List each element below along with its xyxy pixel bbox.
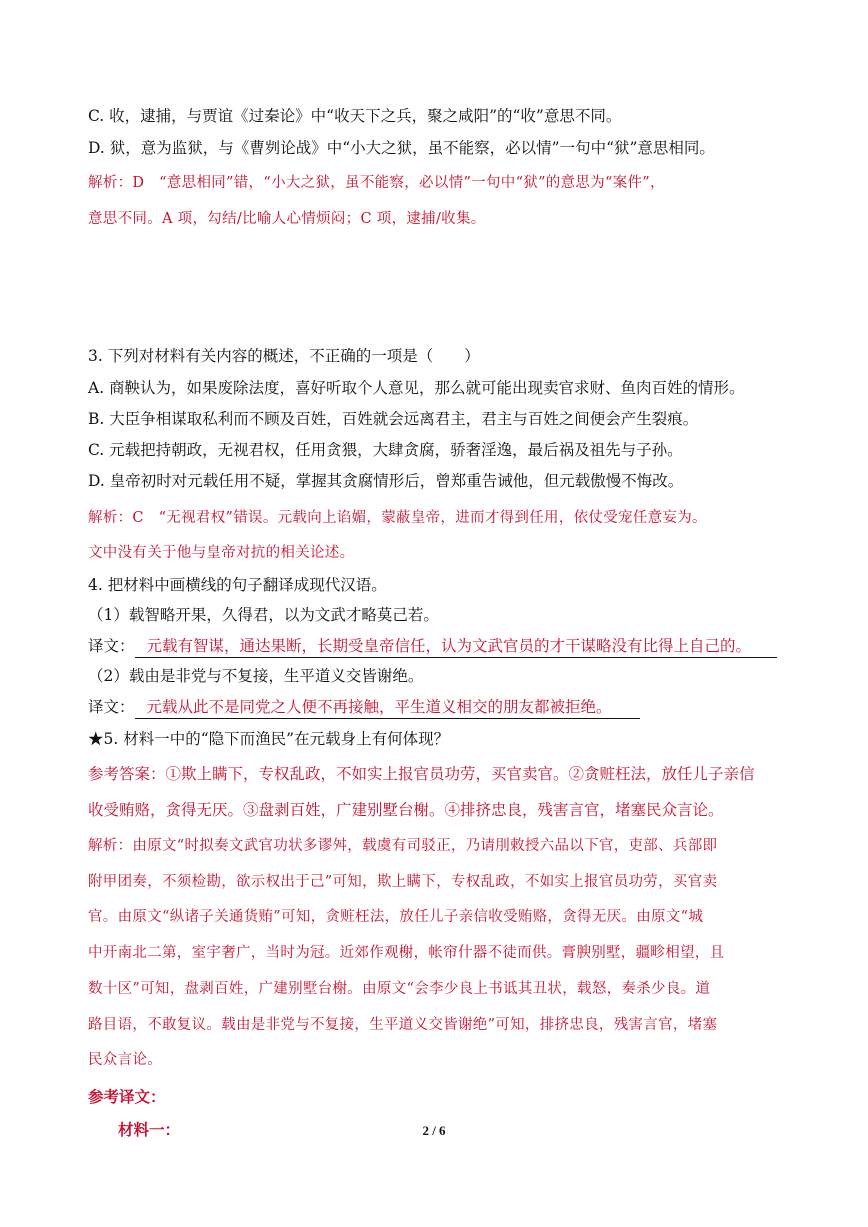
q5-analysis-line: 数十区”可知，盘剥百姓，广建别墅台榭。由原文“会李少良上书诋其丑状，载怒，奏杀少良。道 <box>88 981 711 997</box>
q2-option-d: D. 狱，意为监狱，与《曹刿论战》中“小大之狱，虽不能察，必以情”一句中“狱”意思相同。 <box>88 139 715 157</box>
q5-analysis-line: 民众言论。 <box>88 1052 162 1068</box>
q2-analysis-line2: 意思不同。A 项，勾结/比喻人心情烦闷；C 项，逮捕/收集。 <box>88 211 486 227</box>
q5-analysis-line: 解析：由原文“时拟奏文武官功状多谬舛，载虞有司驳正，乃请刖敕授六品以下官，吏部、兵部即 <box>88 838 718 854</box>
q4-translation-row-2 <box>88 697 640 719</box>
reference-heading: 参考译文： <box>88 1087 166 1106</box>
q3-option-a: A. 商鞅认为，如果废除法度，喜好听取个人意见，那么就可能出现卖官求财、鱼肉百姓的情形。 <box>88 379 745 397</box>
q4-translation-row-1 <box>88 636 777 658</box>
q4-translation-label-1: 译文： <box>88 637 135 655</box>
q5-answer-line1: 参考答案：①欺上瞒下，专权乱政，不如实上报官员功劳，买官卖官。②贪赃枉法，放任儿子亲信 <box>88 765 755 783</box>
q3-analysis-line2: 文中没有关于他与皇帝对抗的相关论述。 <box>88 545 355 561</box>
q4-sub2: （2）载由是非党与不复接，生平道义交皆谢绝。 <box>88 667 424 685</box>
q3-option-c: C. 元载把持朝政，无视君权，任用贪猥，大肆贪腐，骄奢淫逸，最后祸及祖先与子孙。 <box>88 441 683 459</box>
q5-analysis-line: 路目语，不敢复议。载由是非党与不复接，生平道义交皆谢绝”可知，排挤忠良，残害言官，堵塞 <box>88 1017 718 1033</box>
q5-answer-line2: 收受贿赂，贪得无厌。③盘剥百姓，广建别墅台榭。④排挤忠良，残害言官，堵塞民众言论。 <box>88 801 724 819</box>
q4-translation-answer-1: 元载有智谋，通达果断，长期受皇帝信任，认为文武官员的才干谋略没有比得上自己的。 <box>135 636 777 658</box>
q3-analysis-line1: 解析：C “无视君权”错误。元载向上谄媚，蒙蔽皇帝，进而才得到任用，依仗受宠任意妄为。 <box>88 510 707 526</box>
q2-analysis-line1: 解析：D “意思相同”错，“小大之狱，虽不能察，必以情”一句中“狱”的意思为“案件”， <box>88 175 665 191</box>
q3-option-b: B. 大臣争相谋取私利而不顾及百姓，百姓就会远离君主，君主与百姓之间便会产生裂痕。 <box>88 410 699 428</box>
page-number: 2 / 6 <box>422 1123 446 1138</box>
q4-translation-label-2: 译文： <box>88 698 135 716</box>
q4-sub1: （1）载智略开果，久得君，以为文武才略莫己若。 <box>88 606 439 624</box>
material-one-label: 材料一： <box>118 1120 181 1139</box>
q3-option-d: D. 皇帝初时对元载任用不疑，掌握其贪腐情形后，曾郑重告诫他，但元载傲慢不悔改。 <box>88 472 684 490</box>
q3-stem: 3. 下列对材料有关内容的概述，不正确的一项是（ ） <box>88 347 480 365</box>
q5-stem: ★5. 材料一中的“隐下而渔民”在元载身上有何体现？ <box>88 730 450 748</box>
q4-stem: 4. 把材料中画横线的句子翻译成现代汉语。 <box>88 576 387 594</box>
q2-option-c: C. 收，逮捕，与贾谊《过秦论》中“收天下之兵，聚之咸阳”的“收”意思不同。 <box>88 107 622 125</box>
q5-analysis-line: 官。由原文“纵诸子关通货贿”可知，贪赃枉法，放任儿子亲信收受贿赂，贪得无厌。由原文“城 <box>88 909 704 925</box>
q4-translation-answer-2: 元载从此不是同党之人便不再接触，平生道义相交的朋友都被拒绝。 <box>135 697 640 719</box>
q5-analysis-line: 中开南北二第，室宇奢广，当时为冠。近郊作观榭，帐帘什器不徒而供。膏腴别墅，疆畛相望，且 <box>88 945 725 961</box>
q5-analysis-line: 附甲团奏，不须检勘，欲示权出于己”可知，欺上瞒下，专权乱政，不如实上报官员功劳，买官卖 <box>88 874 718 890</box>
